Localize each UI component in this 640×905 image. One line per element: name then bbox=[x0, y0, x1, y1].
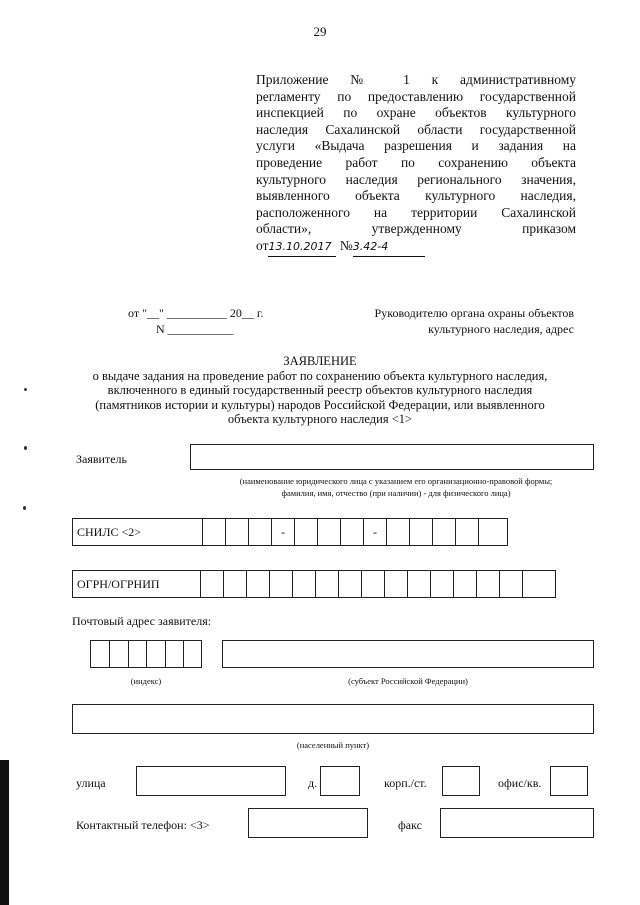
appendix-line: наследия Сахалинской области государственной bbox=[256, 121, 576, 137]
appendix-line: проведение работ по сохранению объекта bbox=[256, 154, 576, 170]
snils-dash: - bbox=[281, 525, 285, 539]
postal-label: Почтовый адрес заявителя: bbox=[72, 614, 212, 628]
form-heading: ЗАЯВЛЕНИЕ bbox=[283, 354, 357, 368]
form-title-line: о выдаче задания на проведение работ по сохранению объекта культурного наследия, bbox=[92, 368, 548, 383]
street-label: улица bbox=[76, 776, 106, 790]
snils-dash: - bbox=[373, 525, 377, 539]
date-line: от "__" __________ 20__ г. bbox=[128, 306, 264, 320]
house-label: д. bbox=[308, 776, 318, 790]
office-label: офис/кв. bbox=[498, 776, 542, 790]
scan-edge-shadow bbox=[0, 760, 9, 905]
region-field[interactable] bbox=[222, 640, 594, 668]
appendix-line: культурного наследия регионального значения, bbox=[256, 171, 576, 187]
scan-speck bbox=[24, 446, 27, 450]
form-title-line: (памятников истории и культуры) народов Российской Федерации, или выявленного bbox=[95, 397, 545, 412]
appendix-header bbox=[256, 72, 576, 257]
region-hint: (субъект Российской Федерации) bbox=[348, 676, 468, 686]
appendix-line: инспекцией по охране объектов культурного bbox=[256, 105, 576, 121]
scan-speck bbox=[24, 388, 27, 391]
street-field[interactable] bbox=[136, 766, 286, 796]
building-field[interactable] bbox=[442, 766, 480, 796]
house-field[interactable] bbox=[320, 766, 360, 796]
ogrn-field[interactable] bbox=[72, 570, 556, 598]
postal-index-field[interactable] bbox=[90, 640, 202, 668]
page-number: 29 bbox=[313, 24, 327, 39]
order-line bbox=[256, 238, 576, 257]
appendix-line: услуги «Выдача разрешения и задания на bbox=[256, 138, 576, 154]
form-title-line: включенного в единый государственный реестр объектов культурного наследия bbox=[107, 383, 533, 398]
phone-field[interactable] bbox=[248, 808, 368, 838]
appendix-line: расположенного на территории Сахалинской bbox=[256, 204, 576, 220]
applicant-field[interactable] bbox=[190, 444, 594, 470]
form-title bbox=[0, 354, 640, 427]
building-label: корп./ст. bbox=[384, 776, 427, 790]
scan-speck bbox=[23, 506, 26, 510]
applicant-hint-2: фамилия, имя, отчество (при наличии) - для физического лица) bbox=[281, 488, 511, 498]
applicant-label: Заявитель bbox=[76, 452, 127, 466]
recipient-line-2: культурного наследия, адрес bbox=[428, 322, 574, 336]
fax-label: факс bbox=[398, 818, 422, 832]
appendix-line: выявленного объекта культурного наследия, bbox=[256, 188, 576, 204]
office-field[interactable] bbox=[550, 766, 588, 796]
index-hint: (индекс) bbox=[130, 676, 162, 686]
locality-hint: (населенный пункт) bbox=[296, 740, 370, 750]
recipient-line-1: Руководителю органа охраны объектов bbox=[374, 306, 574, 320]
order-from-label: от bbox=[256, 237, 269, 253]
snils-label: СНИЛС <2> bbox=[77, 525, 142, 539]
appendix-line: Приложение № 1 к административному bbox=[256, 72, 576, 87]
appendix-line: регламенту по предоставлению государственной bbox=[256, 88, 576, 104]
snils-field[interactable] bbox=[72, 518, 508, 546]
phone-label: Контактный телефон: <3> bbox=[76, 818, 210, 832]
number-line: N ___________ bbox=[156, 322, 234, 336]
applicant-hint-1: (наименование юридического лица с указанием его организационно-правовой формы; bbox=[239, 476, 553, 486]
ogrn-label: ОГРН/ОГРНИП bbox=[77, 577, 160, 591]
locality-field[interactable] bbox=[72, 704, 594, 734]
form-title-line: объекта культурного наследия <1> bbox=[227, 412, 413, 427]
fax-field[interactable] bbox=[440, 808, 594, 838]
order-number-label: № bbox=[339, 237, 353, 253]
appendix-line: области», утвержденному приказом bbox=[256, 221, 576, 237]
order-date: 13.10.2017 bbox=[268, 239, 336, 257]
order-number: 3.42-4 bbox=[353, 239, 425, 257]
